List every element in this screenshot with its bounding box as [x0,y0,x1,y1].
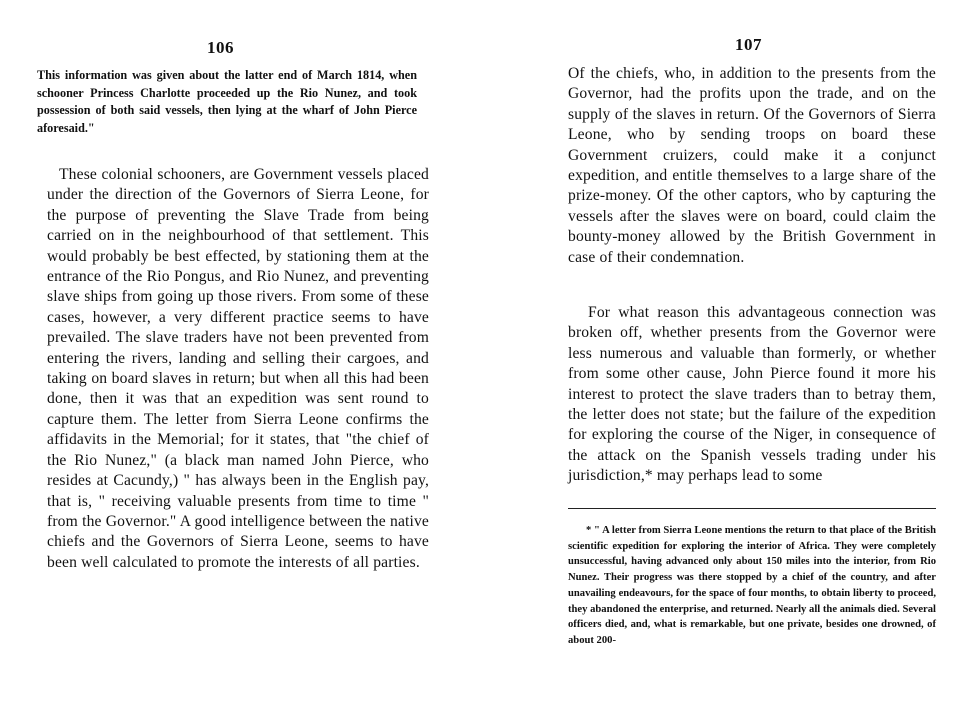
quoted-statement: This information was given about the latter end of March 1814, when schooner Princess Charlotte proceeded up the Rio Nunez, and took possession of both said vessels, then lying at the wharf of John Pierce aforesaid." [37,68,417,135]
right-body-paragraph-1: Of the chiefs, who, in addition to the presents from the Governor, had the profits upon the trade, and on the supply of the slaves in return. Of the Governors of Sierra Leone, who by sending troops on board these Government cruizers, could make it a conjunct expedition, and entitle themselves to a large share of the prize-money. Of the other captors, who by capturing the vessels after the slaves were on board, could claim the bounty-money allowed by the British Government in case of their condemnation. [568,65,936,266]
page-number-right: 107 [735,35,762,54]
right-body-paragraph-2: For what reason this advantageous connection was broken off, whether presents from the Governor were less numerous and valuable than formerly, or whether from some other cause, John Pierce found it more his interest to protect the slave traders than to betray them, the letter does not state; but the failure of the expedition for exploring the course of the Niger, in consequence of the attack on the Spanish vessels trading under his jurisdiction,* may perhaps lead to some [568,304,936,485]
right-page [490,0,980,707]
footnote-divider [568,508,936,509]
page-number-left: 106 [207,38,234,57]
footnote: * " A letter from Sierra Leone mentions the return to that place of the British scientific expedition for exploring the interior of Africa. They were completely unsuccessful, having advanced only about 150 miles into the interior, from Rio Nunez. Their progress was there stopped by a chief of the country, and after unavailing endeavours, for the space of four months, to obtain liberty to proceed, they abandoned the enterprise, and returned. Nearly all the animals died. Several officers died, and, what is remarkable, but one private, besides one drowned, of about 200- [568,525,936,646]
left-body-paragraph: These colonial schooners, are Government vessels placed under the direction of the Governors of Sierra Leone, for the purpose of preventing the Slave Trade from being carried on in the neighbourhood of that settlement. This would probably be best effected, by stationing them at the entrance of the Rio Pongus, and Rio Nunez, and preventing slave ships from going up those rivers. From some of these cases, however, a very different practice seems to have prevailed. The slave traders have not been prevented from entering the rivers, landing and selling their cargoes, and taking on board slaves in return; but when all this had been done, then it was that an expedition was sent round to capture them. The letter from Sierra Leone confirms the affidavits in the Memorial; for it states, that "the chief of the Rio Nunez," (a black man named John Pierce, who resides at Cacundy,) " has always been in the English pay, that is, " receiving valuable presents from time to time " from the Governor." A good intelligence between the native chiefs and the Governors of Sierra Leone, seems to have been well calculated to promote the interests of all parties. [47,166,429,571]
